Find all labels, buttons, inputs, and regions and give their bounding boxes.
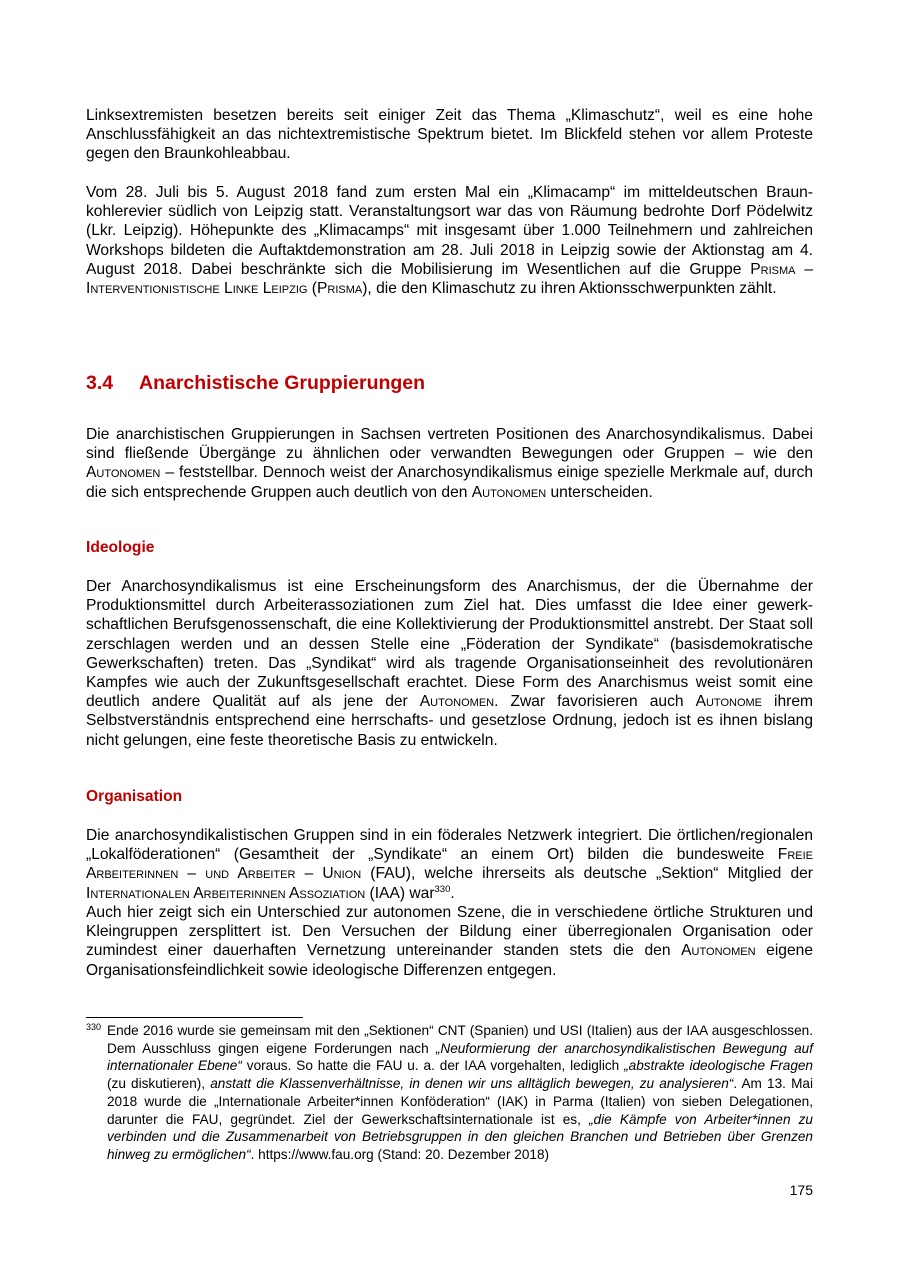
org-name-prisma: Prisma – Interventionistische Linke Leipzig	[86, 260, 814, 298]
paragraph-klimaschutz-intro: Linksextremisten besetzen bereits seit einiger Zeit das Thema „Klimaschutz“, weil es eine hohe Anschlussfähigkeit an das nichtextremistische Spektrum bietet. Im Blickfeld stehen vor allem Proteste gegen den Braunkohleabbau.	[86, 107, 813, 163]
footnote-separator	[86, 1017, 303, 1018]
footnote	[86, 1022, 813, 1164]
paragraph-anarchist-intro: Die anarchistischen Gruppierungen in Sachsen vertreten Positionen des Anarchosyndikalismus. Dabei sind fließende Übergänge zu ähnlichen oder verwandten Bewegungen oder Gruppen – wie den Autonomen – feststellbar. Dennoch weist der Anarchosyndikalismus einige spezielle Merkmale auf, durch die sich entsprechende Gruppen auch deutlich von den Autonomen unterscheiden.	[86, 426, 813, 501]
paragraph-autonome-szene: Auch hier zeigt sich ein Unterschied zur autonomen Szene, die in verschiedene örtliche Strukturen und Kleingruppen zersplittert ist. Den Versuchen der Bildung einer überregionalen Organisation oder zumindest einer dauerhaften Vernetzung untereinander standen stets die den Autonomen eigene Organisationsfeindlichkeit sowie ideologische Differenzen entgegen.	[86, 904, 814, 979]
page-number: 175	[789, 1182, 813, 1198]
org-name-fau: Freie Arbeiterinnen – und Arbeiter – Union	[86, 846, 813, 883]
paragraph-ideologie: Der Anarchosyndikalismus ist eine Erscheinungsform des Anarchismus, der die Übernahme der Produktionsmittel durch Arbeiterassoziationen zum Ziel hat. Dies umfasst die Idee einer gewerkschaftlichen Berufsgenossenschaft, die eine Kollektivierung der Produktionsmittel anstrebt. Der Staat soll zerschlagen werden und an dessen Stelle eine „Föderation der Syndikate“ (basisdemokratische Gewerkschaften) treten. Das „Syndikat“ wird als tragende Organisationseinheit des revolutionären Kampfes wie auch der Zukunftsgesellschaft erachtet. Diese Form des Anarchismus weist somit eine deutlich andere Qualität auf als jene der Autonomen. Zwar favorisieren auch Autonome ihrem Selbstverständnis entsprechend eine herrschafts- und gesetzlose Ordnung, jedoch ist es ihnen bislang nicht gelungen, eine feste theoretische Basis zu entwickeln.	[86, 578, 814, 749]
subheading-organisation: Organisation	[86, 788, 183, 805]
term-autonome: Autonome	[695, 693, 762, 711]
term-autonomen: Autonomen	[86, 464, 161, 482]
footnote-text: Ende 2016 wurde sie gemeinsam mit den „Sektionen“ CNT (Spanien) und USI (Italien) aus der IAA ausgeschlossen. Dem Ausschluss gingen eigene Forderungen nach „Neuformierung der anarchosyndikalistischen Bewegung auf internationaler Ebene“ voraus. So hatte die FAU u. a. der IAA vorgehalten, lediglich „abstrakte ideologische Fragen (zu diskutieren), anstatt die Klassenverhältnisse, in denen wir uns alltäglich bewegen, zu analysieren“. Am 13. Mai 2018 wurde die „Internationale Arbeiter*innen Konföderation“ (IAK) in Parma (Italien) von sieben Delegationen, darunter die FAU, gegründet. Ziel der Gewerkschaftsinternationale ist es, „die Kämpfe von Arbeiter*innen zu verbinden und die Zusammenarbeit von Betriebsgruppen in den gleichen Branchen und Betrieben über Grenzen hinweg zu ermöglichen“. https://www.fau.org (Stand: 20. Dezember 2018)	[107, 1023, 813, 1162]
section-number: 3.4	[86, 372, 114, 394]
org-abbrev-prisma: Prisma	[316, 280, 363, 298]
org-name-iaa: Internationalen Arbeiterinnen Assoziation	[86, 884, 366, 902]
term-autonomen: Autonomen	[471, 483, 547, 501]
paragraph-organisation: Die anarchosyndikalistischen Gruppen sind in ein föderales Netzwerk integriert. Die örtlichen/regionalen „Lokalföderationen“ (Gesamtheit der „Syndikate“ an einem Ort) bilden die bundesweite Freie Arbeiterinnen – und Arbeiter – Union (FAU), welche ihrerseits als deutsche „Sektion“ Mitglied der Internationalen Arbeiterinnen Assoziation (IAA) war$^{330}$.	[86, 827, 813, 902]
term-autonomen: Autonomen	[681, 942, 756, 960]
term-autonomen: Autonomen	[419, 693, 495, 711]
footnote-reference[interactable]: 330	[434, 883, 451, 895]
subheading-ideologie: Ideologie	[86, 539, 155, 556]
section-title: Anarchistische Gruppierungen	[139, 372, 426, 394]
footnote-mark: 330	[86, 1022, 102, 1032]
section-heading	[86, 372, 425, 395]
paragraph-klimacamp: Vom 28. Juli bis 5. August 2018 fand zum ersten Mal ein „Klimacamp“ im mitteldeutschen Braunkohlerevier südlich von Leipzig statt. Veranstaltungsort war das von Räumung bedrohte Dorf Pödelwitz (Lkr. Leipzig). Höhepunkte des „Klimacamps“ mit insgesamt über 1.000 Teilnehmern und zahlreichen Workshops bildeten die Auftaktdemonstration am 28. Juli 2018 in Leipzig sowie der Aktionstag am 4. August 2018. Dabei beschränkte sich die Mobilisierung im Wesentlichen auf die Gruppe Prisma – Interventionistische Linke Leipzig (Prisma), die den Klimaschutz zu ihren Aktionsschwerpunkten zählt.	[86, 184, 814, 298]
